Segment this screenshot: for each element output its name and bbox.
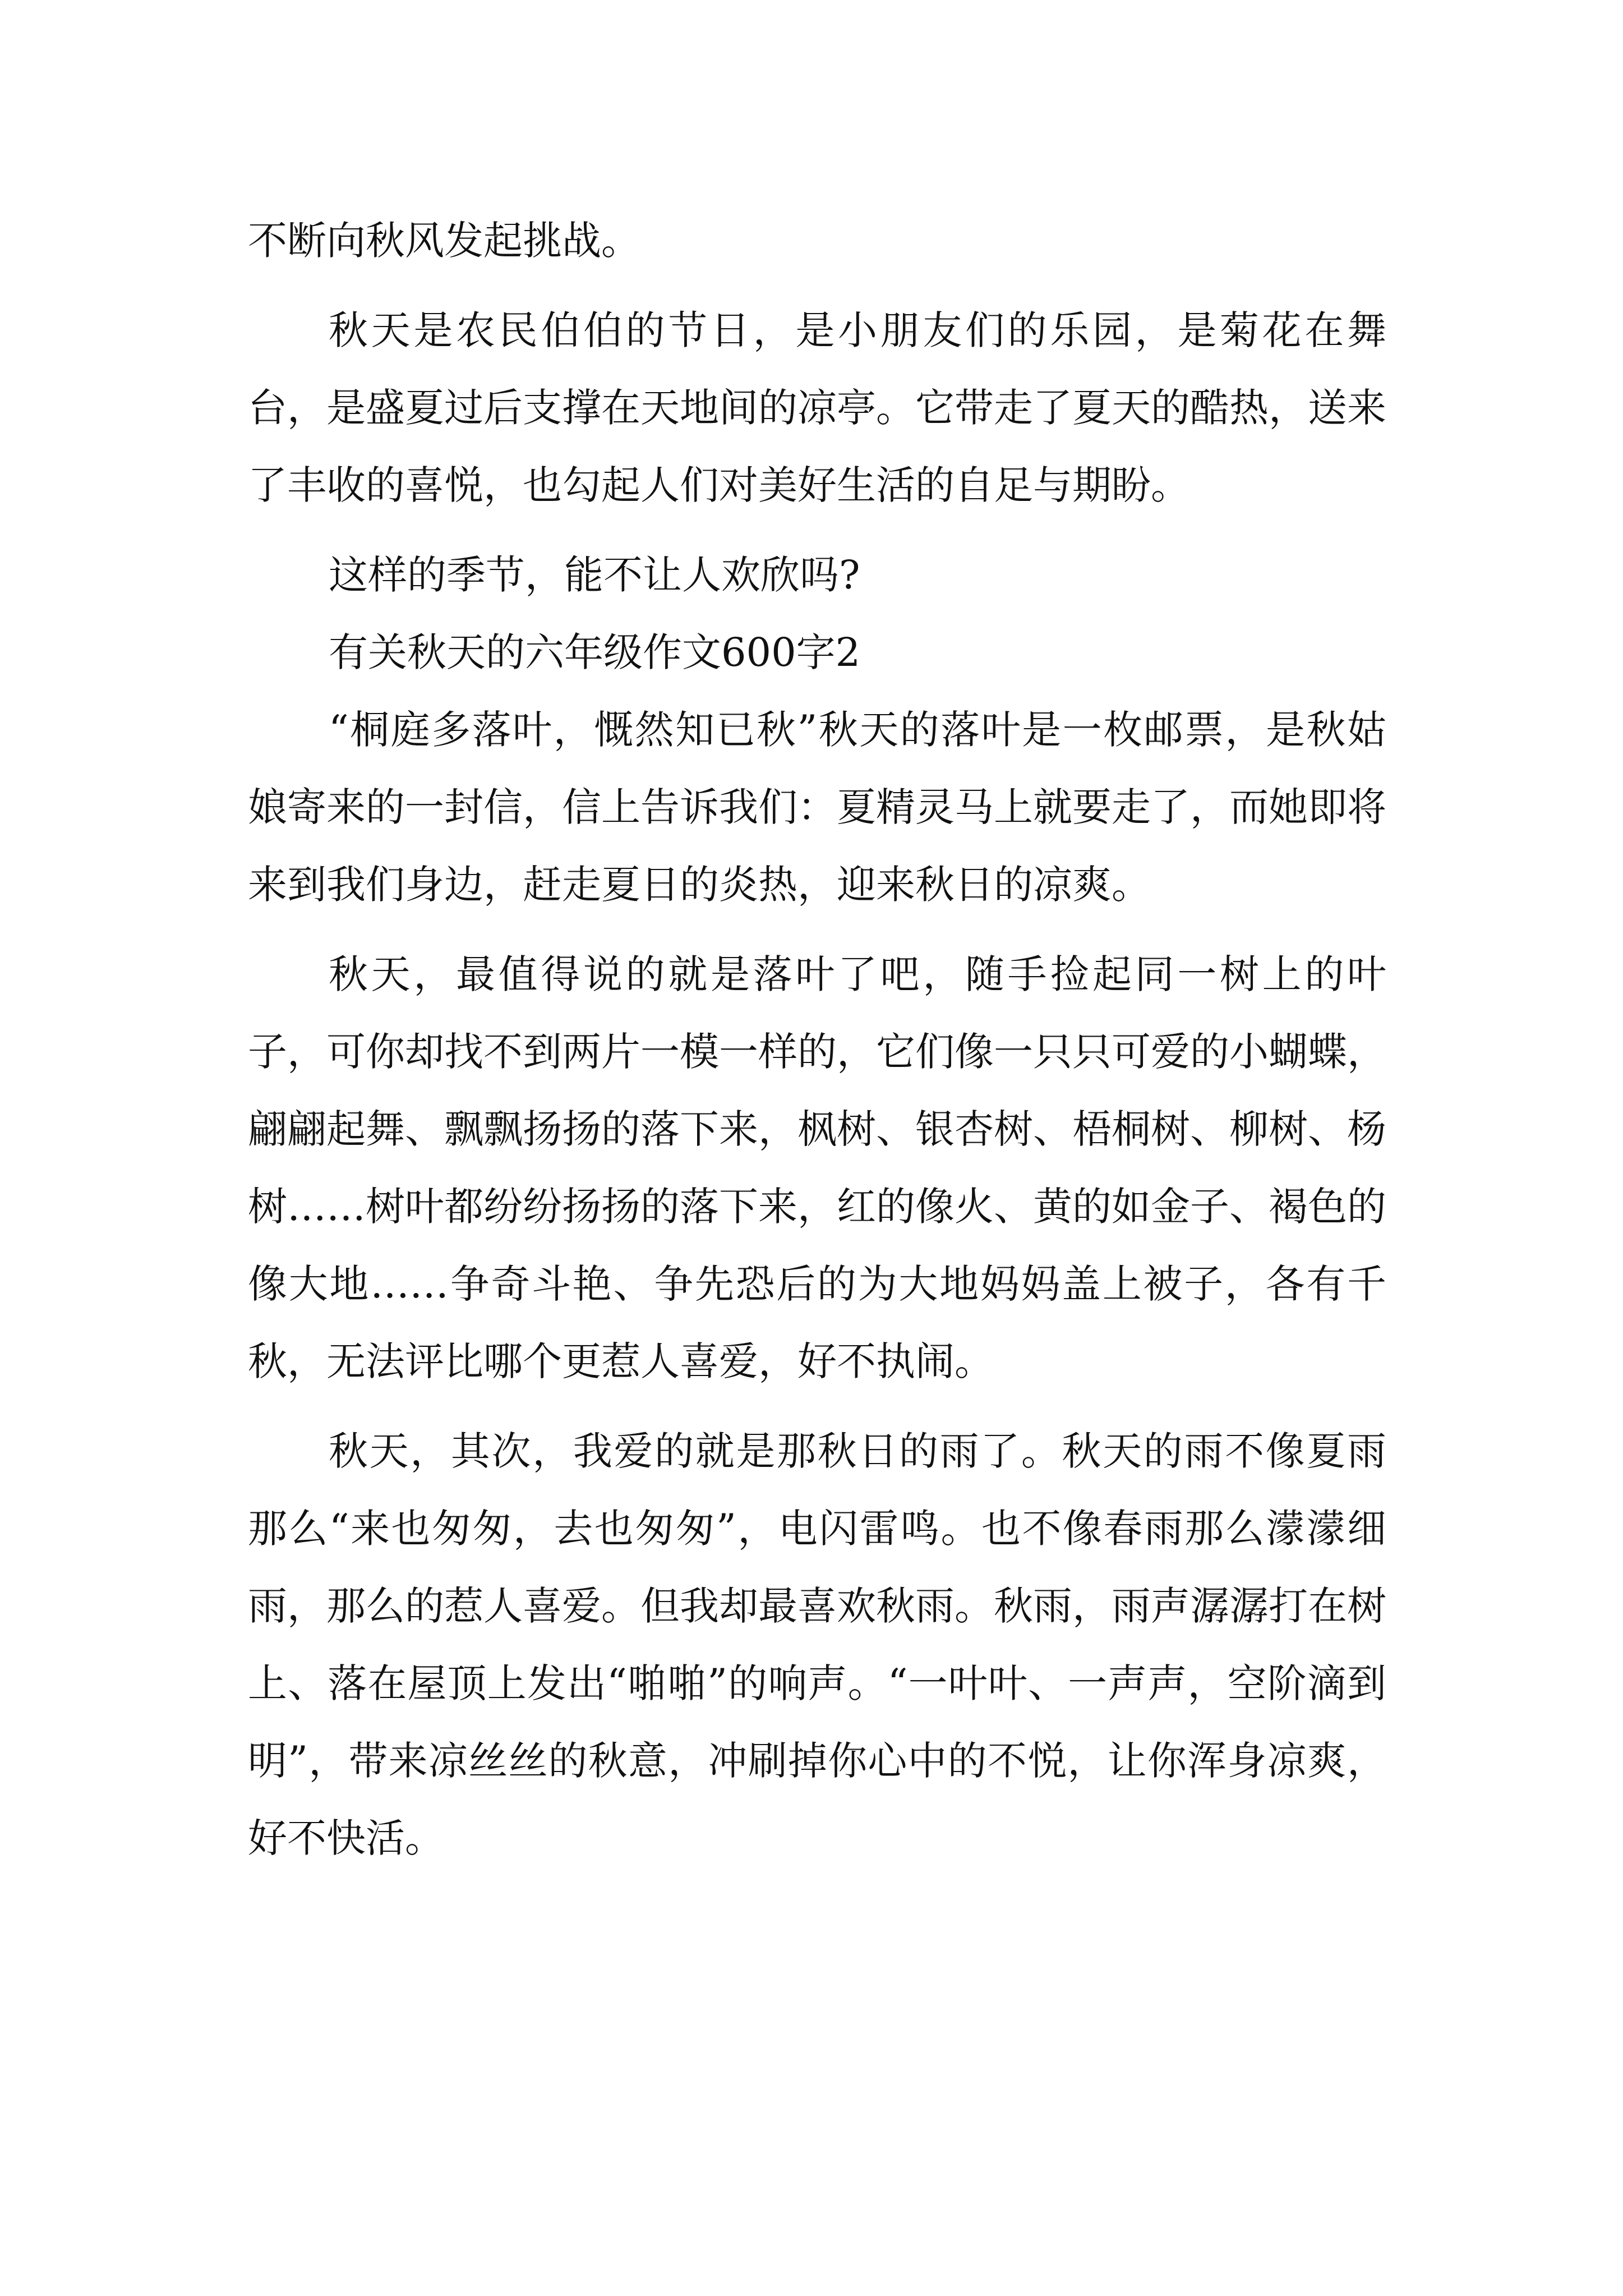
paragraph-fallen-leaves-intro: “桐庭多落叶，慨然知已秋”秋天的落叶是一枚邮票，是秋姑娘寄来的一封信，信上告诉我们：夏精灵马上就要走了，而她即将来到我们身边，赶走夏日的炎热，迎来秋日的凉爽。 <box>248 707 1386 908</box>
paragraph-autumn-rain: 秋天，其次，我爱的就是那秋日的雨了。秋天的雨不像夏雨那么“来也匆匆，去也匆匆”，电闪雷鸣。也不像春雨那么濛濛细雨，那么的惹人喜爱。但我却最喜欢秋雨。秋雨，雨声潺潺打在树上、落在屋顶上发出“啪啪”的响声。“一叶叶、一声声，空阶滴到明”，带来凉丝丝的秋意，冲刷掉你心中的不悦，让你浑身凉爽，好不快活。 <box>248 1428 1386 1861</box>
article-body <box>248 202 1386 1877</box>
paragraph-continuation: 不断向秋风发起挑战。 <box>248 218 640 264</box>
paragraph-autumn-festival: 秋天是农民伯伯的节日，是小朋友们的乐园，是菊花在舞台，是盛夏过后支撑在天地间的凉亭。它带走了夏天的酷热，送来了丰收的喜悦，也勾起人们对美好生活的自足与期盼。 <box>248 307 1386 508</box>
essay-title: 有关秋天的六年级作文600字2 <box>329 629 861 675</box>
paragraph-joyful-season: 这样的季节，能不让人欢欣吗? <box>329 552 860 598</box>
paragraph-fallen-leaves: 秋天，最值得说的就是落叶了吧，随手捡起同一树上的叶子，可你却找不到两片一模一样的，它们像一只只可爱的小蝴蝶，翩翩起舞、飘飘扬扬的落下来，枫树、银杏树、梧桐树、柳树、杨树……树叶都纷纷扬扬的落下来，红的像火、黄的如金子、褐色的像大地……争奇斗艳、争先恐后的为大地妈妈盖上被子，各有千秋，无法评比哪个更惹人喜爱，好不执闹。 <box>248 951 1386 1384</box>
